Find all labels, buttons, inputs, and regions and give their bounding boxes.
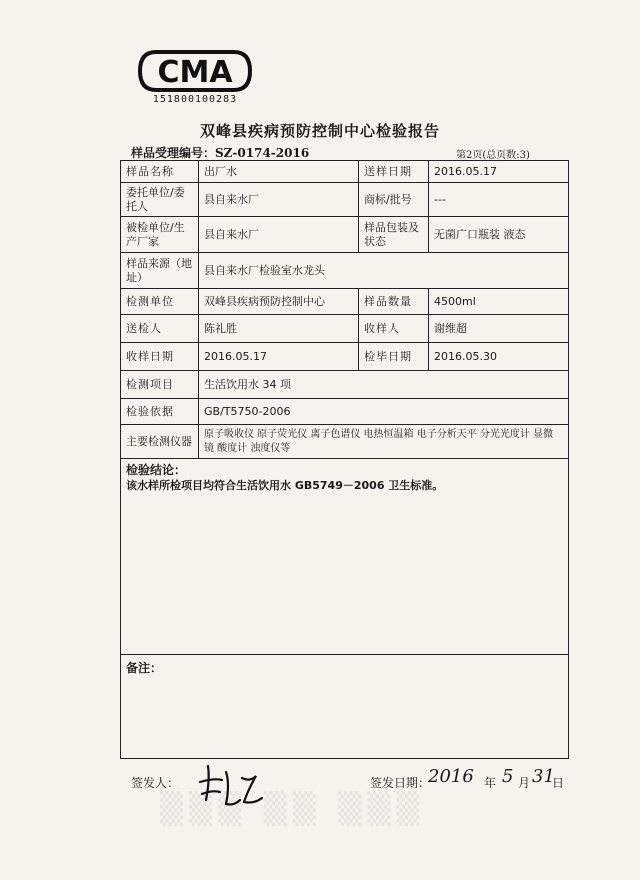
brand-label: 商标/批号 (359, 183, 429, 217)
table-row (121, 399, 569, 425)
year-char: 年 (484, 776, 497, 790)
test-unit-label: 检测单位 (121, 289, 199, 315)
sender-value: 陈礼胜 (199, 315, 359, 343)
page-info: 第2页(总页数:3) (456, 150, 530, 161)
cma-code: 151800100283 (152, 94, 238, 105)
package-label: 样品包装及状态 (359, 217, 429, 253)
cma-seal-graphic (136, 48, 254, 94)
remark-label: 备注： (126, 661, 163, 675)
quantity-label: 样品数量 (359, 289, 429, 315)
receiver-value: 谢维超 (429, 315, 569, 343)
items-value: 生活饮用水 34 项 (199, 371, 569, 399)
table-row (121, 371, 569, 399)
sample-name-value: 出厂水 (199, 161, 359, 183)
instruments-label: 主要检测仪器 (121, 425, 199, 459)
sample-number: 样品受理编号：SZ-0174-2016 (131, 146, 310, 160)
inspected-label: 被检单位/生产厂家 (121, 217, 199, 253)
sample-name-label: 样品名称 (121, 161, 199, 183)
inspected-value: 县自来水厂 (199, 217, 359, 253)
issue-date-label: 签发日期： (370, 776, 431, 790)
table-row (121, 315, 569, 343)
issue-year: 2016 (428, 766, 474, 787)
finish-date-value: 2016.05.30 (429, 343, 569, 371)
report-title: 双峰县疾病预防控制中心检验报告 (199, 122, 440, 140)
cma-logo (136, 48, 254, 110)
faint-stamp-watermark: ▒▒▒ ▒▒ ▒▒▒ (160, 792, 426, 827)
issuer-label: 签发人： (131, 776, 180, 790)
table-row (121, 425, 569, 459)
issue-month: 5 (502, 766, 514, 787)
report-table (120, 160, 569, 759)
brand-value: --- (429, 183, 569, 217)
package-value: 无菌广口瓶装 液态 (429, 217, 569, 253)
send-date-label: 送样日期 (359, 161, 429, 183)
table-row (121, 289, 569, 315)
conclusion-cell (121, 459, 569, 655)
conclusion-label: 检验结论： (126, 463, 187, 477)
table-row (121, 343, 569, 371)
receive-date-value: 2016.05.17 (199, 343, 359, 371)
remark-cell (121, 655, 569, 759)
quantity-value: 4500ml (429, 289, 569, 315)
table-row (121, 183, 569, 217)
table-row (121, 655, 569, 759)
finish-date-label: 检毕日期 (359, 343, 429, 371)
table-row (121, 459, 569, 655)
conclusion-text: 该水样所检项目均符合生活饮用水 GB5749－2006 卫生标准。 (126, 479, 444, 492)
issue-day: 31 (532, 766, 555, 787)
table-row (121, 253, 569, 289)
table-row (121, 217, 569, 253)
svg-text:CMA: CMA (157, 55, 233, 90)
table-row (121, 161, 569, 183)
client-value: 县自来水厂 (199, 183, 359, 217)
day-char: 日 (552, 776, 565, 790)
source-value: 县自来水厂检验室水龙头 (199, 253, 569, 289)
sender-label: 送检人 (121, 315, 199, 343)
client-label: 委托单位/委托人 (121, 183, 199, 217)
receiver-label: 收样人 (359, 315, 429, 343)
basis-value: GB/T5750-2006 (199, 399, 569, 425)
instruments-value: 原子吸收仪 原子荧光仪 离子色谱仪 电热恒温箱 电子分析天平 分光光度计 显微镜 酸度计 浊度仪等 (199, 425, 569, 459)
source-label: 样品来源（地址） (121, 253, 199, 289)
month-char: 月 (518, 776, 531, 790)
items-label: 检测项目 (121, 371, 199, 399)
test-unit-value: 双峰县疾病预防控制中心 (199, 289, 359, 315)
send-date-value: 2016.05.17 (429, 161, 569, 183)
receive-date-label: 收样日期 (121, 343, 199, 371)
basis-label: 检验依据 (121, 399, 199, 425)
